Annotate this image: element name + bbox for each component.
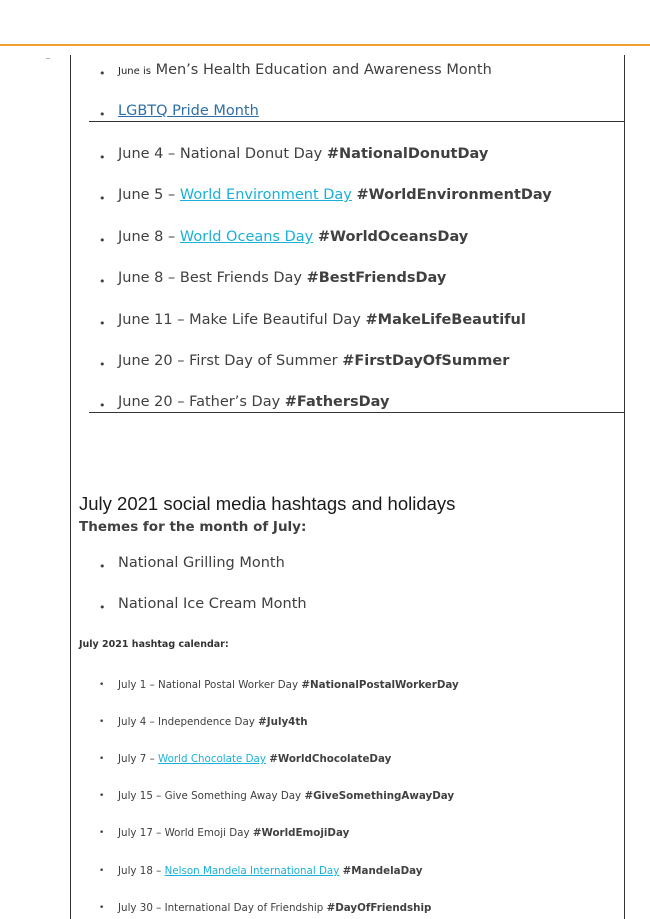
hashtag: #WorldOceansDay xyxy=(317,229,469,245)
bullet: • xyxy=(99,67,106,80)
themes-heading: Themes for the month of July: xyxy=(79,519,307,535)
item-text: June 4 – National Donut Day xyxy=(118,146,323,162)
theme-text: National Grilling Month xyxy=(118,555,285,571)
hashtag: #NationalDonutDay xyxy=(326,146,489,162)
content-frame xyxy=(70,55,625,919)
pride-month-link[interactable]: LGBTQ Pride Month xyxy=(118,103,259,119)
world-environment-day-link[interactable]: World Environment Day xyxy=(179,187,352,203)
bullet: • xyxy=(99,317,106,330)
item-text: July 15 – Give Something Away Day xyxy=(118,790,302,802)
hashtag: #MakeLifeBeautiful xyxy=(365,312,526,328)
hashtag: #WorldEnvironmentDay xyxy=(356,187,552,203)
divider xyxy=(89,412,624,413)
hashtag: #WorldChocolateDay xyxy=(269,753,392,765)
hashtag: #FirstDayOfSummer xyxy=(342,353,510,369)
bullet: • xyxy=(99,601,106,614)
item-text: Men’s Health Education and Awareness Month xyxy=(155,62,492,78)
divider xyxy=(89,121,624,122)
bullet: • xyxy=(99,108,106,121)
bullet: • xyxy=(99,866,105,876)
item-text: July 17 – World Emoji Day xyxy=(118,827,250,839)
hashtag: #DayOfFriendship xyxy=(326,902,432,914)
bullet: • xyxy=(99,234,106,247)
hashtag: #WorldEmojiDay xyxy=(252,827,350,839)
item-text: June 8 – xyxy=(118,229,176,245)
item-text: July 30 – International Day of Friendship xyxy=(118,902,324,914)
bullet: • xyxy=(99,192,106,205)
bullet: • xyxy=(99,828,105,838)
bullet: • xyxy=(99,680,105,690)
item-text: June 8 – Best Friends Day xyxy=(118,270,302,286)
item-text: June 5 – xyxy=(118,187,176,203)
bullet: • xyxy=(99,754,105,764)
item-text: June 20 – Father’s Day xyxy=(118,394,281,410)
nelson-mandela-day-link[interactable]: Nelson Mandela International Day xyxy=(164,865,340,877)
item-small-prefix: June is xyxy=(118,66,151,77)
bullet: • xyxy=(99,791,105,801)
theme-text: National Ice Cream Month xyxy=(118,596,307,612)
item-text: June 11 – Make Life Beautiful Day xyxy=(118,312,361,328)
top-accent-bar xyxy=(0,44,650,46)
bullet: • xyxy=(99,399,106,412)
bullet: • xyxy=(99,717,105,727)
july-section-heading: July 2021 social media hashtags and holidays xyxy=(79,493,456,514)
bullet: • xyxy=(99,560,106,573)
item-text: July 18 – xyxy=(118,865,162,877)
bullet: • xyxy=(99,358,106,371)
world-chocolate-day-link[interactable]: World Chocolate Day xyxy=(158,753,266,765)
hashtag: #MandelaDay xyxy=(342,865,423,877)
bullet: • xyxy=(99,903,105,913)
item-text: July 1 – National Postal Worker Day xyxy=(118,679,299,691)
item-text: July 4 – Independence Day xyxy=(118,716,255,728)
bullet: • xyxy=(99,275,106,288)
corner-mark xyxy=(46,58,50,59)
world-oceans-day-link[interactable]: World Oceans Day xyxy=(179,229,314,245)
hashtag: #NationalPostalWorkerDay xyxy=(301,679,459,691)
hashtag: #GiveSomethingAwayDay xyxy=(304,790,455,802)
item-text: June 20 – First Day of Summer xyxy=(118,353,338,369)
hashtag: #FathersDay xyxy=(284,394,390,410)
item-text: July 7 – xyxy=(118,753,155,765)
hashtag: #BestFriendsDay xyxy=(306,270,447,286)
calendar-heading: July 2021 hashtag calendar: xyxy=(79,639,229,650)
bullet: • xyxy=(99,151,106,164)
hashtag: #July4th xyxy=(258,716,308,728)
